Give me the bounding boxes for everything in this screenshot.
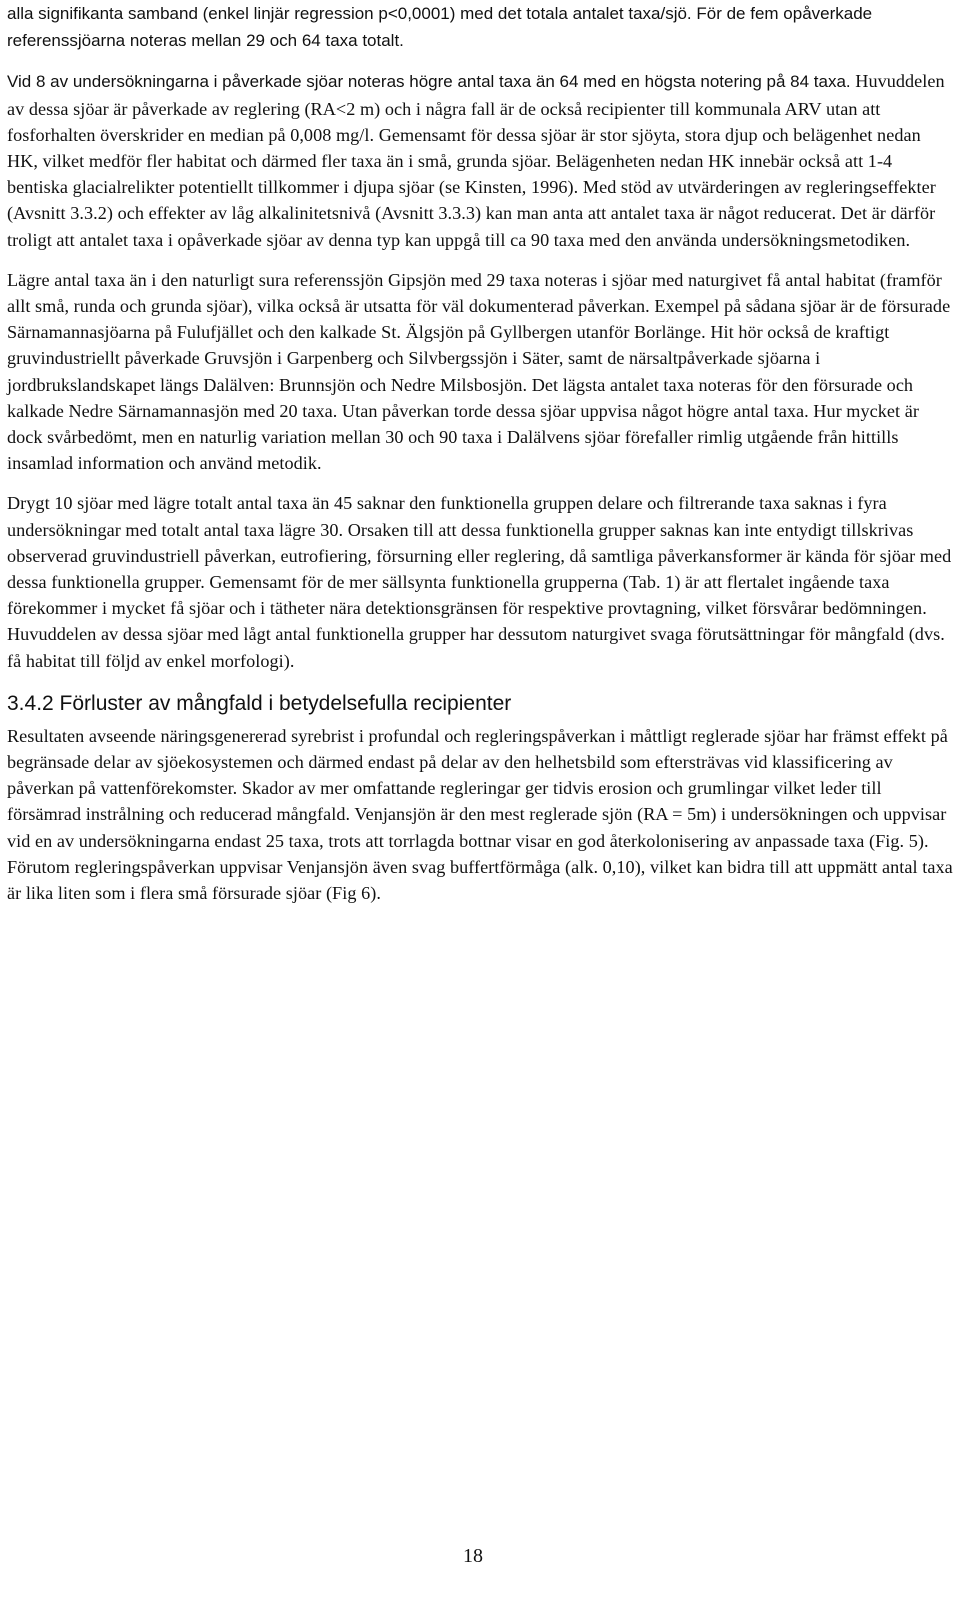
paragraph-losses: Resultaten avseende näringsgenererad syrebrist i profundal och regleringspåverkan i måttligt reglerade sjöar har främst effekt på begränsade delar av sjöekosystemen och därmed endast på delar av den helhetsbild som eftersträvas vid klassificering av påverkan på vattenförekomster. Skador av mer omfattande regleringar ger tidvis erosion och grumlingar vilket leder till försämrad instrålning och reducerad mångfald. Venjansjön är den mest reglerade sjön (RA = 5m) i undersökningen och uppvisar vid en av undersökningarna endast 25 taxa, trots att torrlagda bottnar visar en god återkolonisering av anpassade taxa (Fig. 5). Förutom regleringspåverkan uppvisar Venjansjön även svag buffertförmåga (alk. 0,10), vilket kan bidra till att uppmätt antal taxa är lika liten som i flera små försurade sjöar (Fig 6).: [7, 725, 953, 904]
page-number: 18: [463, 1545, 483, 1567]
paragraph-lower-taxa: Lägre antal taxa än i den naturligt sura referenssjön Gipsjön med 29 taxa noteras i sjöar med naturgivet få antal habitat (framför allt små, runda och grunda sjöar), vilka också är utsatta för väl dokumenterad påverkan. Exempel på sådana sjöar är de försurade Särnamannasjöarna på Fulufjället och den kalkade St. Älgsjön på Gyllbergen utanför Borlänge. Hit hör också de kraftigt gruvindustriellt påverkade Gruvsjön i Garpenberg och Silvbergssjön i Säter, samt de närsaltpåverkade sjöarna i jordbrukslandskapet längs Dalälven: Brunnsjön och Nedre Milsbosjön. Det lägsta antalet taxa noteras för den försurade och kalkade Nedre Särnamannasjön med 20 taxa. Utan påverkan torde dessa sjöar uppvisa något högre antal taxa. Hur mycket är dock svårbedömt, men en naturlig variation mellan 30 och 90 taxa i Dalälvens sjöar förefaller rimlig utgående från hittills insamlad information och använd metodik.: [7, 269, 951, 474]
document-page: [7, 0, 953, 906]
paragraph-intro: [7, 0, 953, 54]
paragraph-affected-lakes: [7, 68, 953, 252]
paragraph-gap: [7, 476, 953, 490]
section-heading: 3.4.2 Förluster av mångfald i betydelsefulla recipienter: [7, 691, 512, 715]
paragraph-affected-lakes-body: Huvuddelen av dessa sjöar är påverkade av reglering (RA<2 m) och i några fall är de också recipienter till kommunala ARV utan att fosforhalten överskrider en median på 0,008 mg/l. Gemensamt för dessa sjöar är stor sjöyta, stora djup och belägenhet nedan HK, vilket medför fler habitat och därmed fler taxa än i små, grunda sjöar. Belägenheten nedan HK innebär också att 1-4 bentiska glacialrelikter potentiellt tillkommer i djupa sjöar (se Kinsten, 1996). Med stöd av utvärderingen av regleringseffekter (Avsnitt 3.3.2) och effekter av låg alkalinitetsnivå (Avsnitt 3.3.3) kan man anta att antalet taxa är något reducerat. Det är därför troligt att antalet taxa i opåverkade sjöar av denna typ kan uppgå till ca 90 taxa med den använda undersökningsmetodiken.: [7, 71, 945, 250]
paragraph-gap: [7, 253, 953, 267]
paragraph-intro-text: alla signifikanta samband (enkel linjär regression p<0,0001) med det totala antalet taxa/sjö. För de fem opåverkade referenssjöarna noteras mellan 29 och 64 taxa totalt.: [7, 4, 873, 51]
paragraph-gap: [7, 54, 953, 68]
paragraph-functional-groups: Drygt 10 sjöar med lägre totalt antal taxa än 45 saknar den funktionella gruppen delare och filtrerande taxa saknas i fyra undersökningar med totalt antal taxa lägre 30. Orsaken till att dessa funktionella grupper saknas kan inte entydigt tillskrivas observerad gruvindustriell påverkan, eutrofiering, försurning eller reglering, då samtliga påverkansformer är kända för sjöar med dessa funktionella grupper. Gemensamt för de mer sällsynta funktionella grupperna (Tab. 1) är att flertalet ingående taxa förekommer i mycket få sjöar och i tätheter nära detektionsgränsen för respektive provtagning, vilket försvårar bedömningen. Huvuddelen av dessa sjöar med lågt antal funktionella grupper har dessutom naturgivet svaga förutsättningar för mångfald (dvs. få habitat till följd av enkel morfologi).: [7, 493, 952, 671]
paragraph-affected-lakes-lead: Vid 8 av undersökningarna i påverkade sjöar noteras högre antal taxa än 64 med en högsta notering på 84 taxa.: [7, 72, 851, 92]
heading-gap: [7, 674, 953, 691]
